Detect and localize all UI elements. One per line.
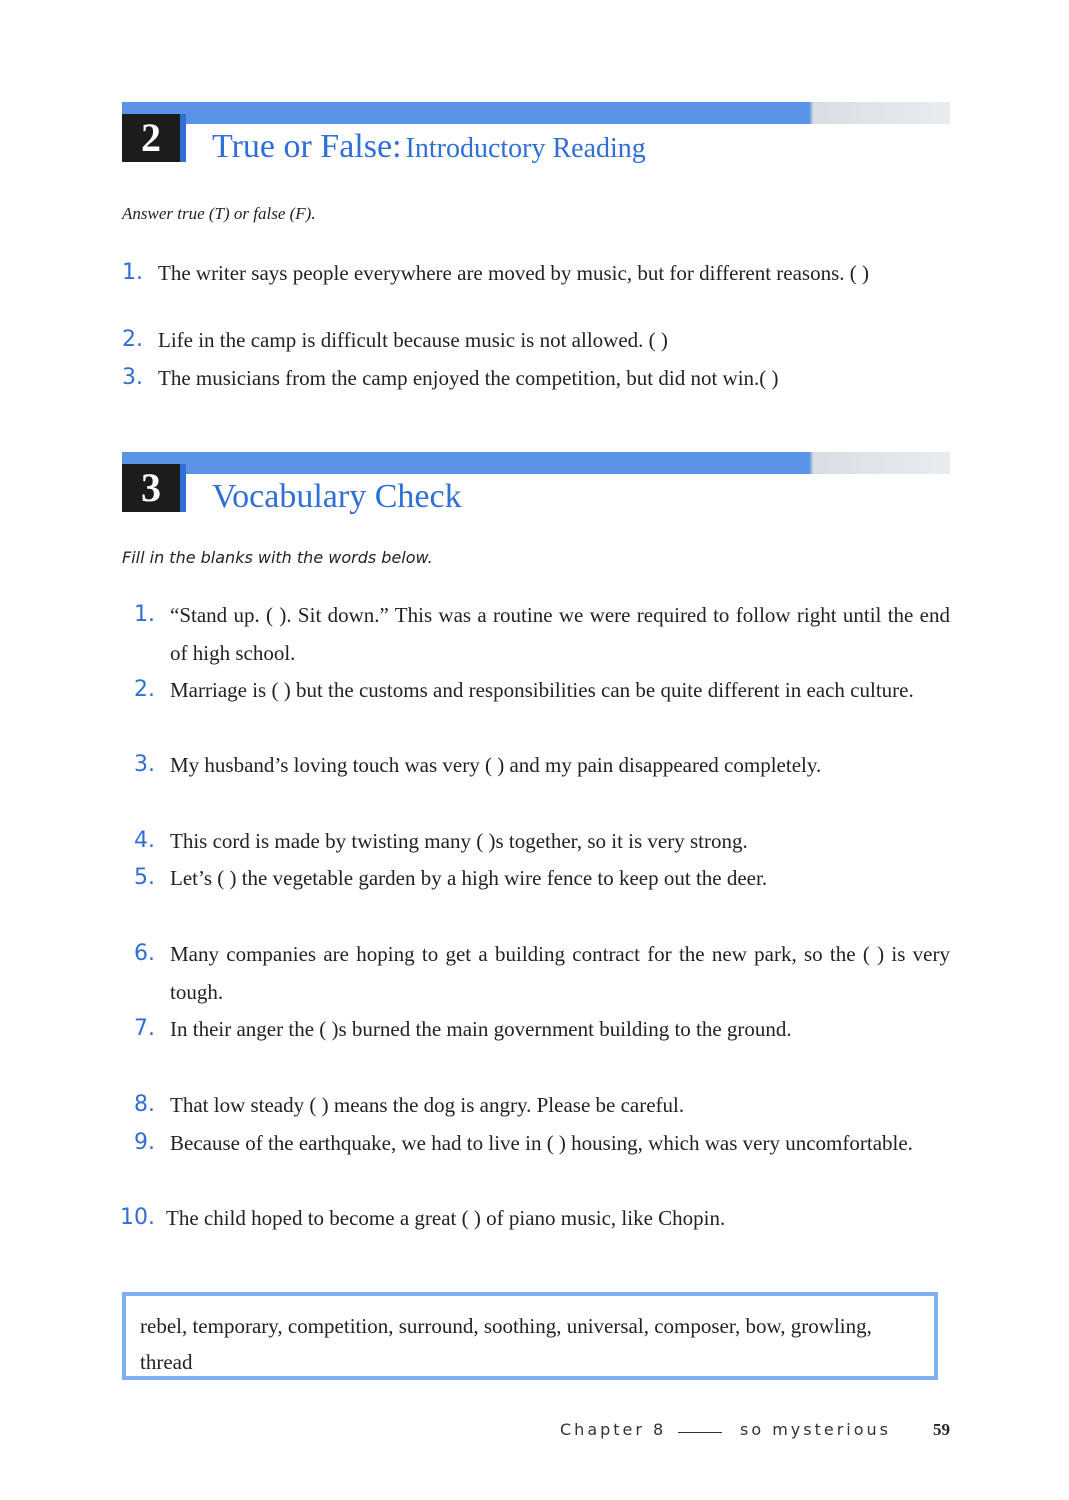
item-number: 3. — [122, 365, 143, 390]
list-item — [122, 361, 950, 395]
section-3-instruction: Fill in the blanks with the words below. — [122, 548, 433, 567]
footer-dash — [678, 1432, 722, 1433]
section-2-title-sub: Introductory Reading — [405, 133, 646, 164]
item-text: My husband’s loving touch was very ( ) and my pain disappeared completely. — [170, 753, 822, 777]
section-2-title — [212, 128, 646, 166]
item-text: “Stand up. ( ). Sit down.” This was a routine we were required to follow right until the end of high school. — [170, 603, 950, 665]
page-number: 59 — [933, 1420, 950, 1439]
section-3-title-main: Vocabulary Check — [212, 478, 462, 515]
item-text: The writer says people everywhere are moved by music, but for different reasons. ( ) — [158, 261, 870, 285]
list-item — [134, 746, 950, 784]
section-2-title-main: True or False: — [212, 128, 402, 165]
item-number: 1. — [122, 260, 143, 285]
section-3-header — [122, 452, 950, 532]
item-number: 5. — [134, 865, 155, 890]
section-3-bar — [122, 452, 950, 474]
item-text: Life in the camp is difficult because music is not allowed. ( ) — [158, 328, 668, 352]
word-bank-box: rebel, temporary, competition, surround, soothing, universal, composer, bow, growling, thread — [122, 1292, 938, 1380]
item-text: Marriage is ( ) but the customs and responsibilities can be quite different in each culture. — [170, 678, 914, 702]
list-item — [134, 671, 950, 709]
list-item — [134, 859, 950, 897]
item-text: In their anger the ( )s burned the main government building to the ground. — [170, 1017, 792, 1041]
item-number: 10. — [120, 1205, 155, 1230]
list-item — [134, 935, 950, 1011]
item-number: 3. — [134, 752, 155, 777]
item-text: This cord is made by twisting many ( )s together, so it is very strong. — [170, 829, 748, 853]
item-text: Many companies are hoping to get a building contract for the new park, so the ( ) is very tough. — [170, 942, 950, 1004]
section-3-title — [212, 478, 462, 516]
section-3-number: 3 — [122, 464, 180, 512]
section-2-instruction: Answer true (T) or false (F). — [122, 204, 316, 223]
item-number: 6. — [134, 941, 155, 966]
page-footer — [560, 1420, 950, 1446]
list-item — [120, 1199, 950, 1237]
item-text: The child hoped to become a great ( ) of piano music, like Chopin. — [166, 1206, 726, 1230]
list-item — [122, 323, 950, 357]
list-item — [134, 822, 950, 860]
item-text: Let’s ( ) the vegetable garden by a high wire fence to keep out the deer. — [170, 866, 768, 890]
footer-chapter: Chapter 8 — [560, 1420, 667, 1439]
item-number: 8. — [134, 1092, 155, 1117]
section-2-number: 2 — [122, 114, 180, 162]
list-item — [134, 1010, 950, 1048]
item-text: Because of the earthquake, we had to live in ( ) housing, which was very uncomfortable. — [170, 1131, 913, 1155]
section-2-header — [122, 102, 950, 182]
item-number: 2. — [134, 677, 155, 702]
item-text: The musicians from the camp enjoyed the competition, but did not win.( ) — [158, 366, 779, 390]
list-item — [134, 1086, 950, 1124]
item-number: 1. — [134, 602, 155, 627]
footer-subtitle: so mysterious — [740, 1420, 892, 1439]
item-number: 2. — [122, 327, 143, 352]
list-item — [122, 256, 950, 290]
item-text: That low steady ( ) means the dog is angry. Please be careful. — [170, 1093, 685, 1117]
item-number: 4. — [134, 828, 155, 853]
item-number: 9. — [134, 1130, 155, 1155]
list-item — [134, 1124, 950, 1162]
section-2-bar — [122, 102, 950, 124]
list-item — [134, 596, 950, 672]
item-number: 7. — [134, 1016, 155, 1041]
